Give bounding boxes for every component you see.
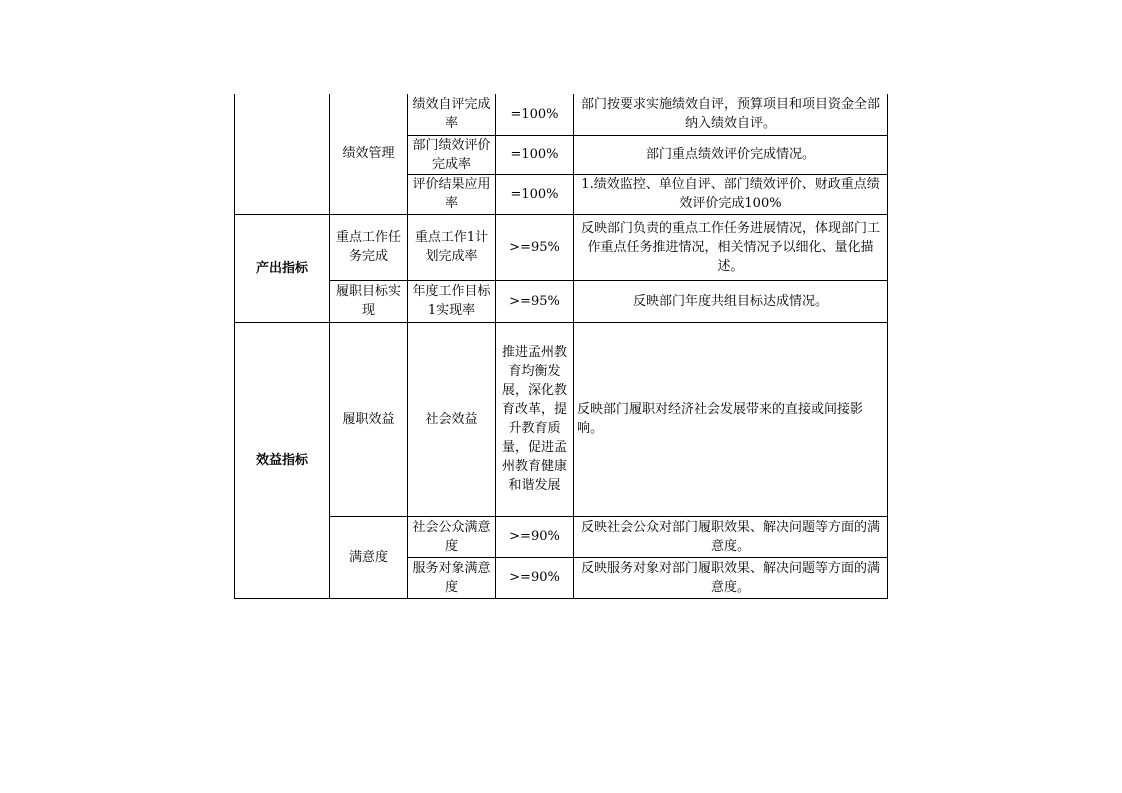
sub-category-cell: 履职效益 — [330, 322, 408, 516]
sub-category-cell: 绩效管理 — [330, 94, 408, 214]
target-value-cell: =100% — [496, 94, 574, 135]
description-cell: 部门按要求实施绩效自评，预算项目和项目资金全部纳入绩效自评。 — [574, 94, 888, 135]
indicator-cell: 服务对象满意度 — [408, 557, 496, 598]
table-row — [235, 280, 888, 322]
category-cell-empty — [235, 94, 330, 214]
target-value-cell: >=95% — [496, 214, 574, 280]
table-row — [235, 214, 888, 280]
description-cell: 反映部门年度共组目标达成情况。 — [574, 280, 888, 322]
table-row — [235, 94, 888, 135]
description-cell: 部门重点绩效评价完成情况。 — [574, 135, 888, 174]
target-value-cell: 推进孟州教育均衡发展，深化教育改革，提升教育质量，促进孟州教育健康和谐发展 — [496, 322, 574, 516]
target-value-cell: =100% — [496, 174, 574, 214]
indicator-cell: 绩效自评完成率 — [408, 94, 496, 135]
description-cell: 1.绩效监控、单位自评、部门绩效评价、财政重点绩效评价完成100% — [574, 174, 888, 214]
target-value-cell: =100% — [496, 135, 574, 174]
category-cell-output: 产出指标 — [235, 214, 330, 322]
description-cell: 反映部门负责的重点工作任务进展情况，体现部门工作重点任务推进情况，相关情况予以细化、量化描述。 — [574, 214, 888, 280]
indicator-cell: 社会效益 — [408, 322, 496, 516]
target-value-cell: >=90% — [496, 516, 574, 557]
performance-indicator-table — [234, 94, 888, 599]
target-value-cell: >=90% — [496, 557, 574, 598]
indicator-cell: 部门绩效评价完成率 — [408, 135, 496, 174]
table-row — [235, 322, 888, 516]
description-cell: 反映服务对象对部门履职效果、解决问题等方面的满意度。 — [574, 557, 888, 598]
description-cell: 反映部门履职对经济社会发展带来的直接或间接影响。 — [574, 322, 888, 516]
description-cell: 反映社会公众对部门履职效果、解决问题等方面的满意度。 — [574, 516, 888, 557]
sub-category-cell: 履职目标实现 — [330, 280, 408, 322]
table-row — [235, 516, 888, 557]
indicator-cell: 社会公众满意度 — [408, 516, 496, 557]
sub-category-cell: 满意度 — [330, 516, 408, 598]
indicator-cell: 年度工作目标1实现率 — [408, 280, 496, 322]
indicator-cell: 重点工作1计划完成率 — [408, 214, 496, 280]
indicator-cell: 评价结果应用率 — [408, 174, 496, 214]
sub-category-cell: 重点工作任务完成 — [330, 214, 408, 280]
category-cell-benefit: 效益指标 — [235, 322, 330, 598]
target-value-cell: >=95% — [496, 280, 574, 322]
